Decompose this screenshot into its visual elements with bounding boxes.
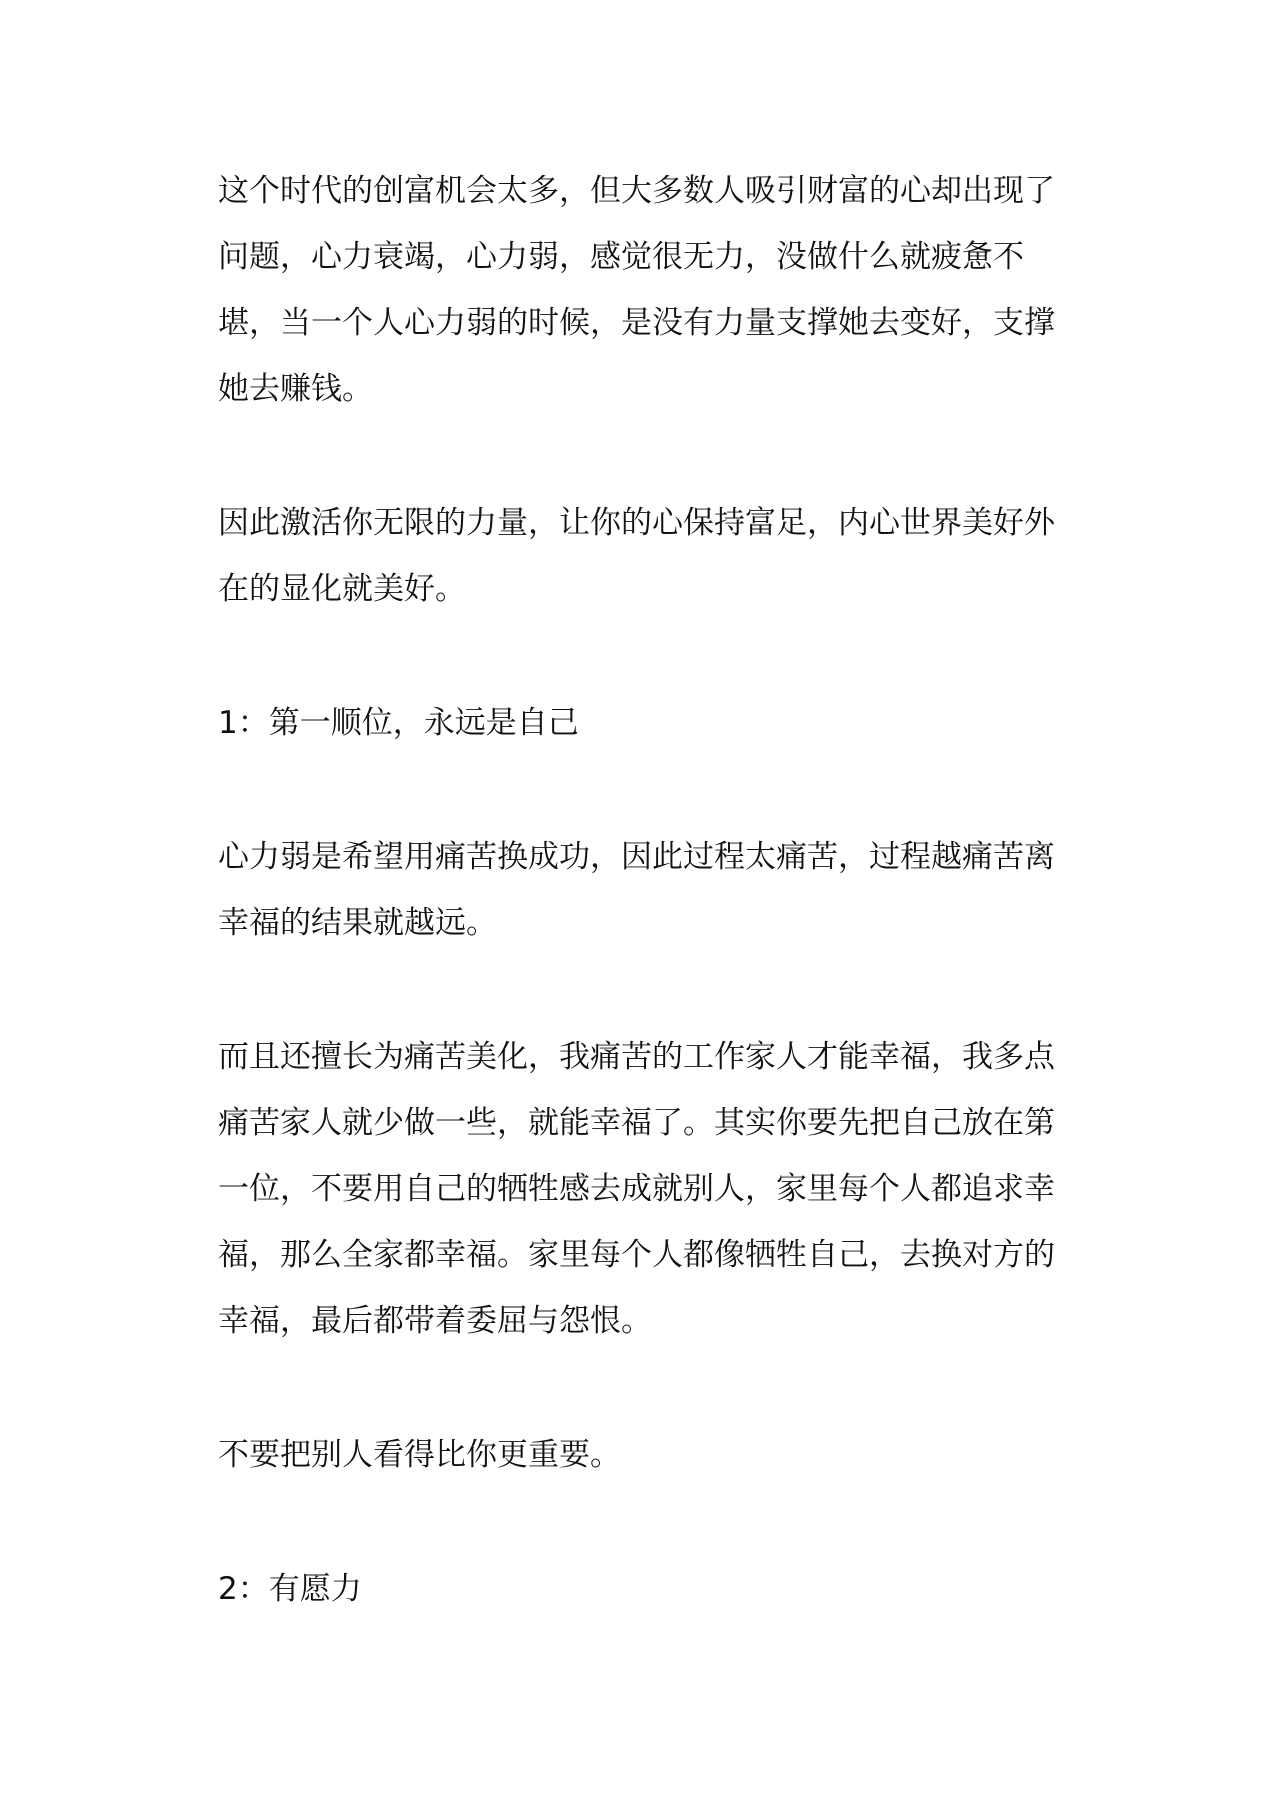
document-body: [218, 158, 1058, 1622]
paragraph-weak-heart: 心力弱是希望用痛苦换成功，因此过程太痛苦，过程越痛苦离幸福的结果就越远。: [218, 839, 1055, 941]
paragraph-importance: 不要把别人看得比你更重要。: [218, 1437, 621, 1473]
paragraph-activate: 因此激活你无限的力量，让你的心保持富足，内心世界美好外在的显化就美好。: [218, 505, 1055, 607]
paragraph-beautify-pain: 而且还擅长为痛苦美化，我痛苦的工作家人才能幸福，我多点痛苦家人就少做一些，就能幸福了。其实你要先把自己放在第一位，不要用自己的牺牲感去成就别人，家里每个人都追求幸福，那么全家都幸福。家里每个人都像牺牲自己，去换对方的幸福，最后都带着委屈与怨恨。: [218, 1039, 1055, 1339]
section-heading-1: 1：第一顺位，永远是自己: [218, 705, 579, 741]
paragraph-intro: 这个时代的创富机会太多，但大多数人吸引财富的心却出现了问题，心力衰竭，心力弱，感觉很无力，没做什么就疲惫不堪，当一个人心力弱的时候，是没有力量支撑她去变好，支撑她去赚钱。: [218, 173, 1055, 407]
section-heading-2: 2：有愿力: [218, 1571, 362, 1607]
